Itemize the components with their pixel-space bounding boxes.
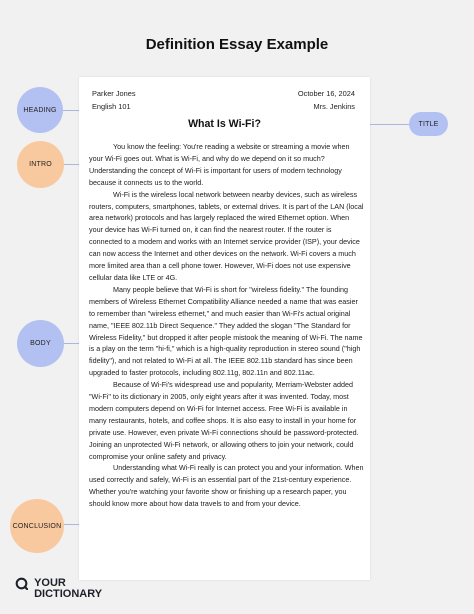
essay-paper	[79, 77, 370, 580]
body-paragraph-3: Because of Wi-Fi's widespread use and popularity, Merriam-Webster added "Wi-Fi" to its dictionary in 2005, only eight years after it was invented. Today, most modern computers depend on Wi-Fi for Internet access. Free Wi-Fi is available in many restaurants, hotels, and coffee shops. It is also easy to install in your home for private use. However, even private Wi-Fi connections should be password-protected. Joining an unprotected Wi-Fi network, or allowing others to join your network, could compromise your online safety and privacy.	[89, 380, 359, 461]
title-label-text: TITLE	[418, 120, 439, 128]
intro-label	[17, 141, 64, 188]
intro-paragraph: You know the feeling: You're reading a website or streaming a movie when your Wi-Fi goes out. What is Wi-Fi, and why do we depend on it so much? Understanding the concept of Wi-Fi is important for users of modern technology because it connects us to the world.	[89, 142, 350, 187]
essay-title: What Is Wi-Fi?	[188, 118, 261, 130]
course-name: English 101	[92, 101, 131, 111]
body-paragraph-2: Many people believe that Wi-Fi is short for "wireless fidelity." The founding members of Wireless Ethernet Compatibility Alliance needed a name that was easier to remember than "wireless ethernet," and much easier than Wi-Fi's actual original name, "IEEE 802.11b Direct Sequence." They added the slogan "The Standard for Wireless Fidelity," but dropped it after people mistook the meaning of Wi-Fi. The name is a play on the term "hi-fi," which is a high-quality reproduction in stereo sound ("high fidelity"), and not related to Wi-Fi at all. The IEEE 802.11b standard has since been upgraded to faster protocols, including 802.11g, 802.11n and 802.11ac.	[89, 284, 363, 378]
title-label	[409, 112, 448, 136]
intro-label-text: INTRO	[29, 161, 52, 168]
essay-header-left	[92, 88, 136, 113]
conclusion-label	[10, 499, 64, 553]
heading-label	[17, 87, 63, 133]
logo-line-2: DICTIONARY	[34, 588, 103, 600]
body-paragraph-1: Wi-Fi is the wireless local network between nearby devices, such as wireless routers, computers, smartphones, tablets, or external drives. It is part of the LAN (local area network) protocols and has largely replaced the wired Ethernet option. When your device has Wi-Fi turned on, it can find the nearest router. If the router is connected to a modem and works with an Internet service provider (ISP), your device can now access the Internet and other devices on the network. Wi-Fi covers a much more limited area than a cell phone tower. However, Wi-Fi does not use expensive cellular data like LTE or 4G.	[89, 189, 364, 282]
heading-connector-line	[63, 110, 79, 111]
conclusion-label-text: CONCLUSION	[12, 522, 62, 530]
instructor-name: Mrs. Jenkins	[313, 101, 355, 111]
essay-date: October 16, 2024	[297, 89, 355, 98]
heading-label-text: HEADING	[23, 106, 57, 114]
logo-wordmark	[34, 578, 102, 600]
page-title: Definition Essay Example	[145, 36, 329, 53]
essay-header-right	[298, 88, 355, 113]
author-name: Parker Jones	[92, 89, 136, 98]
body-label	[17, 320, 64, 367]
essay-body	[89, 141, 364, 510]
yourdictionary-logo	[15, 578, 102, 600]
conclusion-paragraph: Understanding what Wi-Fi really is can protect you and your information. When used correctly and safely, Wi-Fi is an essential part of the 21st-century experience. Whether you're watching your favorite show or finishing up a research paper, you should know more about how data travels to and from your device.	[89, 463, 364, 509]
body-label-text: BODY	[30, 340, 51, 347]
logo-line-1: YOUR	[34, 577, 66, 589]
yourdictionary-logo-icon	[15, 577, 28, 590]
